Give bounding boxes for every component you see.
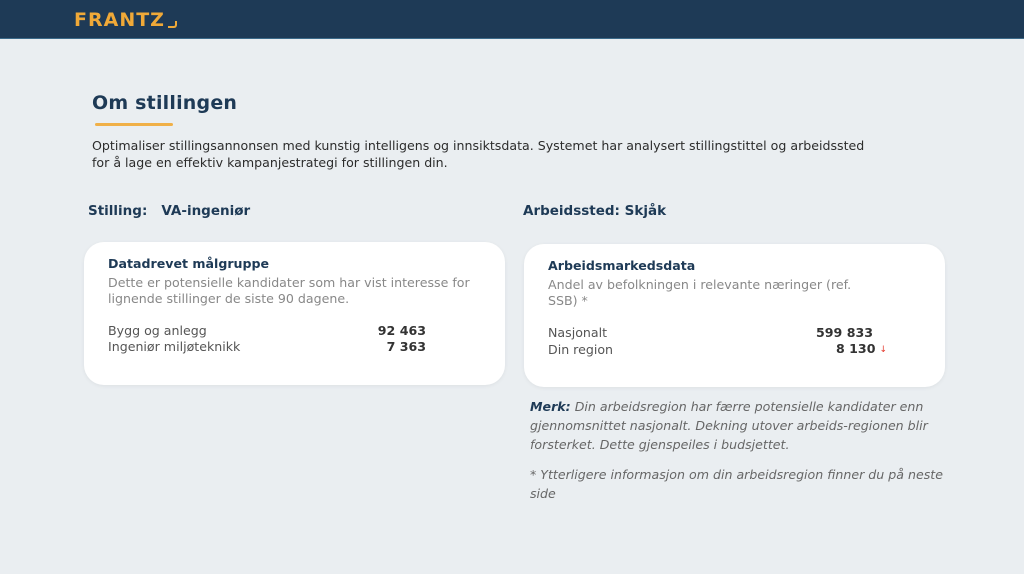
frantz-logo[interactable]: FRANTZ <box>74 9 165 31</box>
card-title: Datadrevet målgruppe <box>108 256 270 271</box>
stat-label: Bygg og anlegg <box>108 323 207 338</box>
stat-value: 92 463 <box>377 323 426 338</box>
stat-row <box>548 341 887 358</box>
workplace-heading <box>523 203 666 219</box>
note-text <box>530 397 950 454</box>
intro-text: Optimaliser stillingsannonsen med kunstig intelligens og innsiktsdata. Systemet har analysert stillingstittel og arbeidssted for å lage en effektiv kampanjestrategi for stillingen din. <box>92 138 865 170</box>
stat-row <box>548 325 887 341</box>
stat-row <box>108 323 426 339</box>
stat-label: Ingeniør miljøteknikk <box>108 339 241 354</box>
note-body: Din arbeidsregion har færre potensielle kandidater enn gjennomsnittet nasjonalt. Dekning utover arbeids-regionen blir forsterket. Dette gjenspeiles i budsjettet. <box>530 399 928 452</box>
footnote-text: * Ytterligere informasjon om din arbeidsregion finner du på neste side <box>530 467 943 501</box>
position-heading <box>88 203 250 219</box>
stat-row <box>108 339 426 355</box>
workplace-label: Arbeidssted: <box>523 203 620 219</box>
stat-value: 599 833 <box>816 325 873 340</box>
position-label: Stilling: <box>88 203 148 219</box>
card-title: Arbeidsmarkedsdata <box>548 258 696 273</box>
top-bar <box>0 0 1024 39</box>
position-value: VA-ingeniør <box>161 203 251 219</box>
workplace-value: Skjåk <box>624 203 667 219</box>
labor-market-card <box>524 244 945 387</box>
card-description: Andel av befolkningen i relevante næringer (ref. SSB) * <box>548 277 852 308</box>
stat-value: 8 130 <box>836 341 876 356</box>
target-group-card <box>84 242 505 385</box>
stat-value: 7 363 <box>386 339 426 354</box>
stat-label: Din region <box>548 341 614 357</box>
title-underline <box>95 123 173 126</box>
page-title: Om stillingen <box>92 92 238 114</box>
arrow-down-icon: ↓ <box>879 345 887 355</box>
logo-swoosh-icon <box>168 21 177 28</box>
note-label: Merk: <box>530 399 571 414</box>
card-description: Dette er potensielle kandidater som har vist interesse for lignende stillinger de siste 90 dagene. <box>108 275 470 306</box>
stat-label: Nasjonalt <box>548 325 608 340</box>
